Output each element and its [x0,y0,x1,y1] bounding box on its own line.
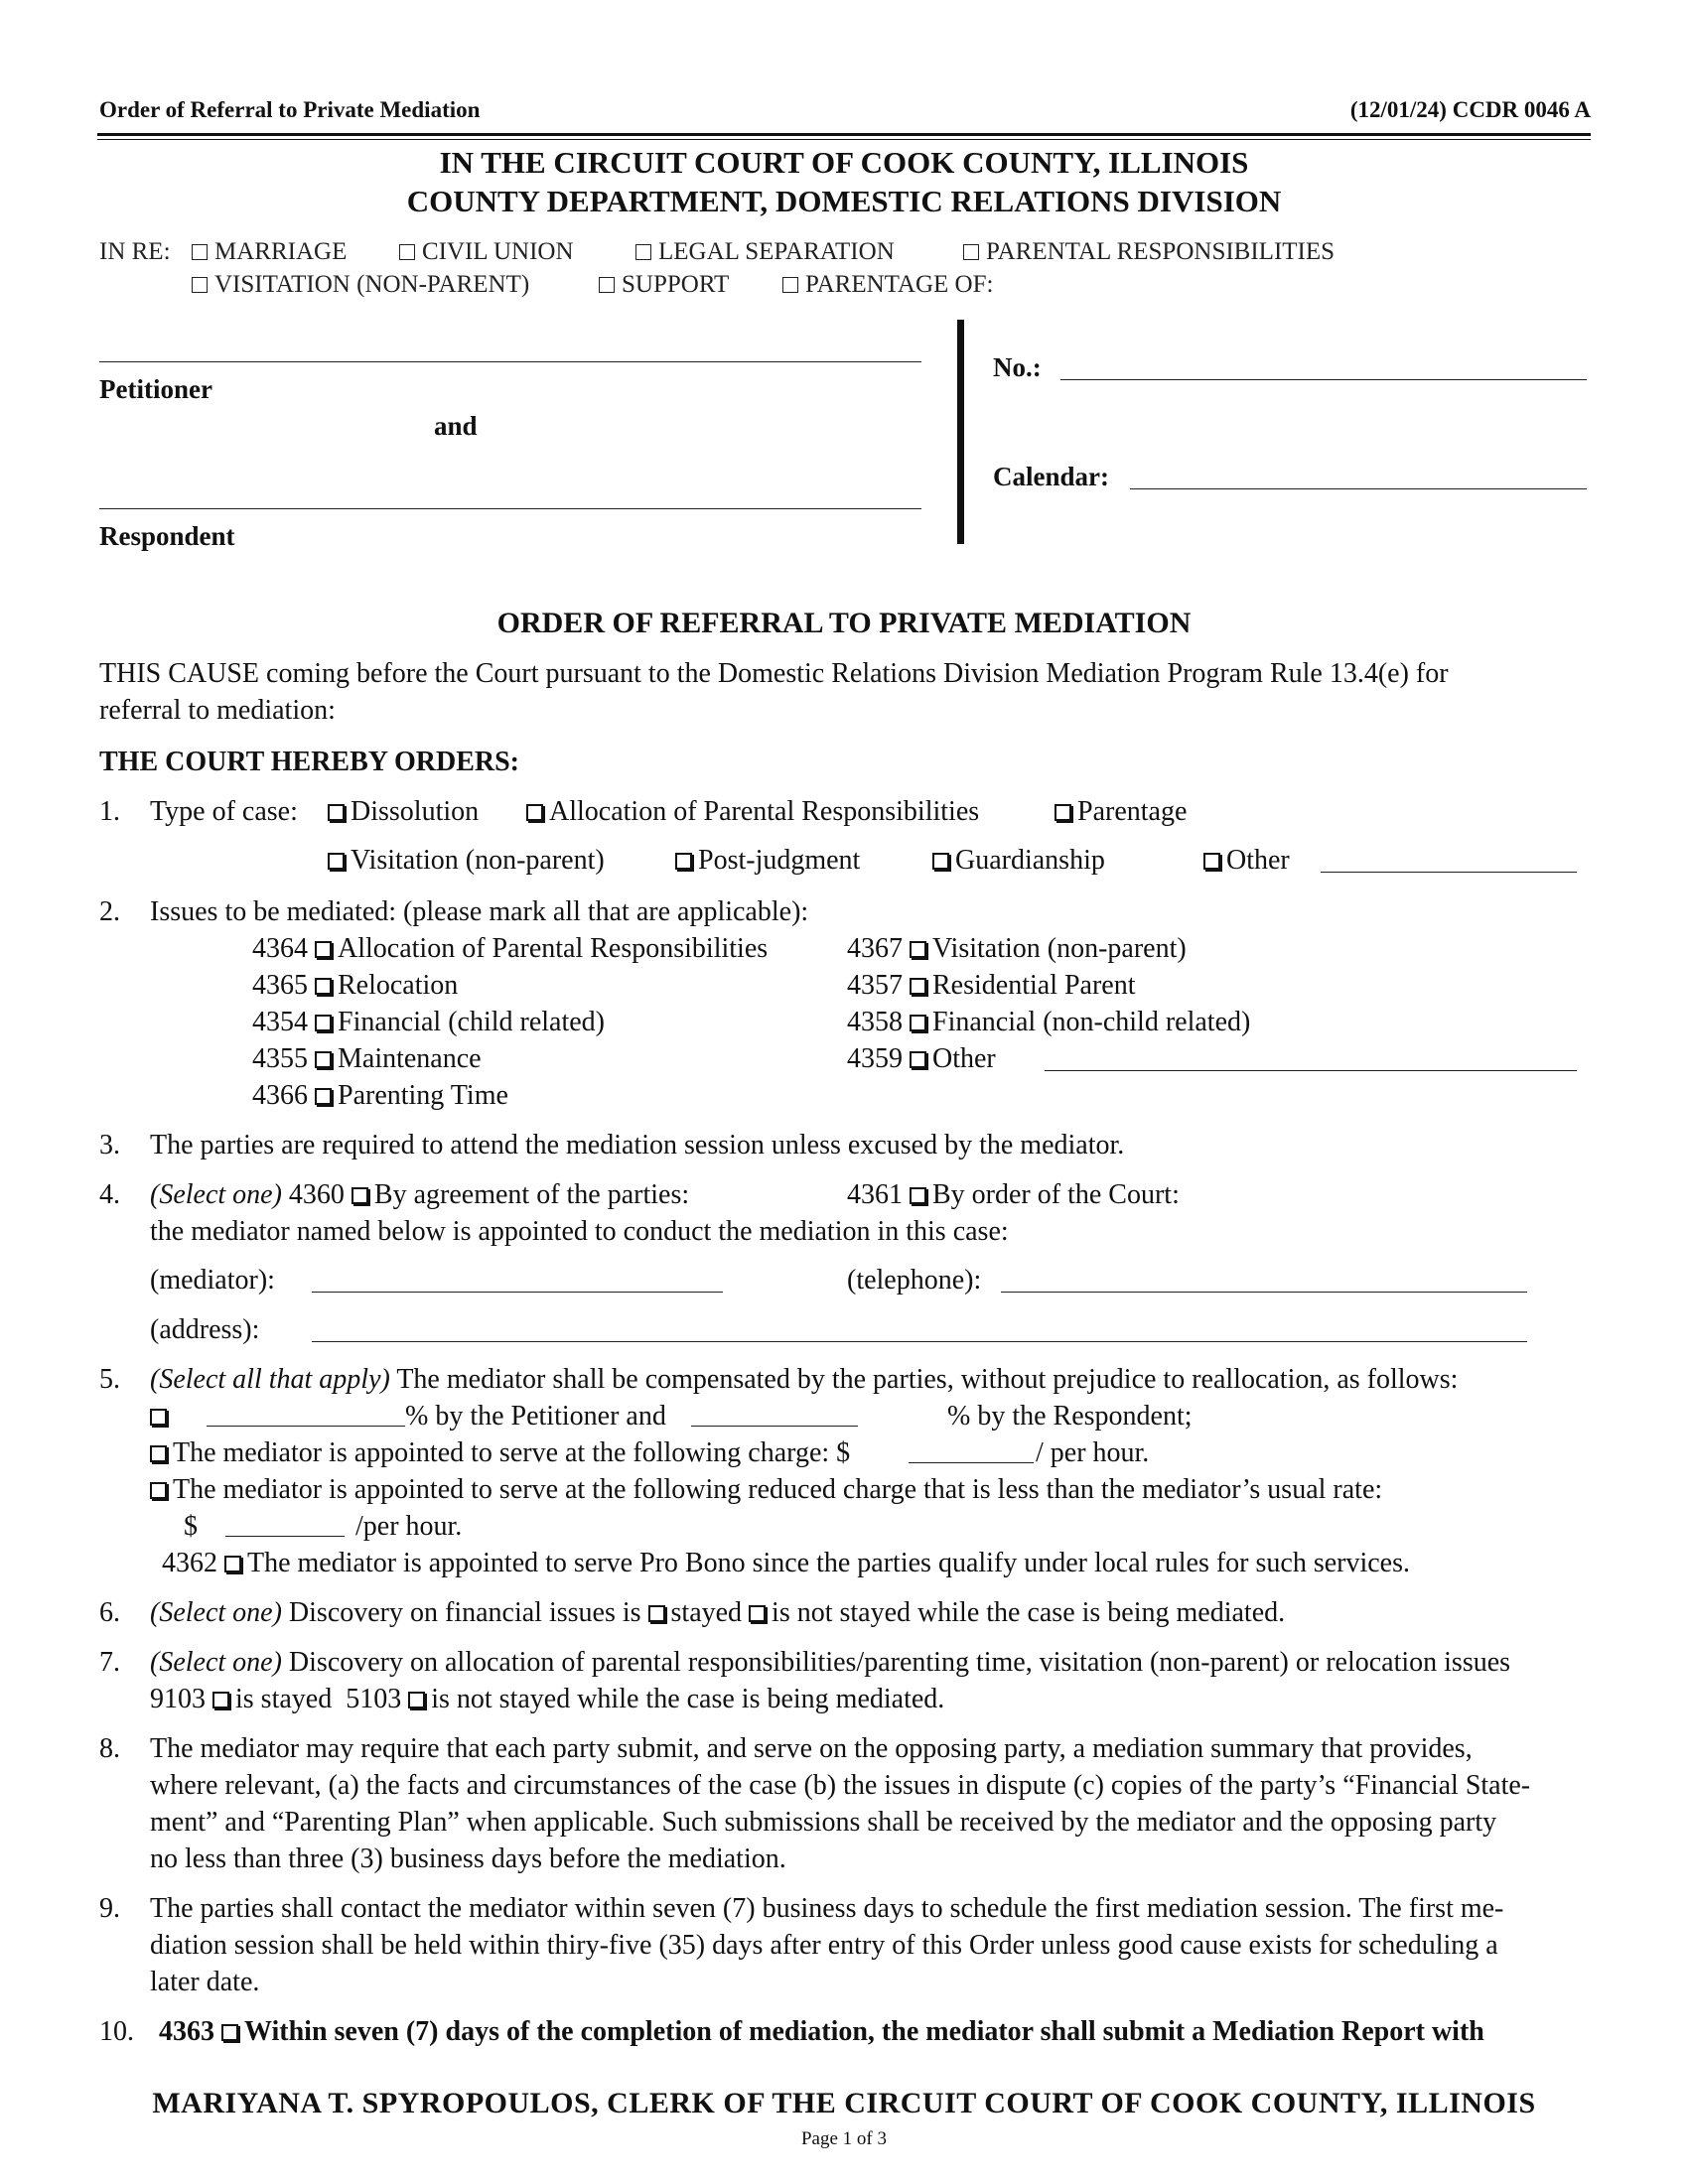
order-title: ORDER OF REFERRAL TO PRIVATE MEDIATION [496,607,1192,639]
issue-4357[interactable]: 4357 Residential Parent [847,970,1136,1001]
checkbox[interactable] [315,941,332,958]
dollar-sign: $ [184,1511,198,1542]
in-re-label: IN RE: [99,238,171,265]
intro-line-1: THIS CAUSE coming before the Court pursuant to the Domestic Relations Division Mediation Program Rule 13.4(e) for [99,658,1449,689]
issue-4366[interactable]: 4366 Parenting Time [252,1080,508,1111]
case-number-label: No.: [993,352,1042,382]
checkbox[interactable] [910,1187,926,1204]
item-number: 2. [99,896,120,927]
header-rule-thin [97,139,1591,140]
intro-line-2: referral to mediation: [99,695,336,726]
checkbox[interactable] [526,804,543,821]
issue-4359[interactable]: 4359 Other [847,1043,996,1074]
issue-4355[interactable]: 4355 Maintenance [252,1043,482,1074]
checkbox[interactable] [192,244,208,260]
reduced-charge-field[interactable] [225,1536,345,1537]
case-type-other[interactable]: Other [1203,845,1290,877]
mediator-selection-a[interactable]: (Select one) 4360 By agreement of the parties: [150,1179,690,1210]
checkbox[interactable] [192,277,208,293]
case-type-visitation[interactable]: Visitation (non-parent) [328,845,605,877]
address-label: (address): [150,1314,260,1345]
mediation-report-option[interactable]: 4363 Within seven (7) days of the completion of mediation, the mediator shall submit a Mediation Report with [159,2016,1484,2047]
mediator-name-field[interactable] [312,1292,723,1293]
orders-heading: THE COURT HEREBY ORDERS: [99,747,519,777]
case-type-other-field[interactable] [1321,872,1577,873]
checkbox[interactable] [352,1187,368,1204]
in-re-option-civil-union[interactable]: CIVIL UNION [399,238,574,266]
petitioner-name-field[interactable] [99,361,921,362]
in-re-option-marriage[interactable]: MARRIAGE [192,238,347,266]
checkbox[interactable] [315,1088,332,1105]
schedule-line-1: The parties shall contact the mediator within seven (7) business days to schedule the first mediation session. The first me- [150,1893,1504,1924]
in-re-option-parentage[interactable]: PARENTAGE OF: [782,271,993,299]
in-re-option-legal-separation[interactable]: LEGAL SEPARATION [635,238,895,266]
issue-4358[interactable]: 4358 Financial (non-child related) [847,1007,1251,1037]
page-number: Page 1 of 3 [800,2128,887,2149]
checkbox[interactable] [932,853,949,870]
case-type-guardianship[interactable]: Guardianship [932,845,1105,877]
item-number: 3. [99,1130,120,1160]
reduced-charge-option[interactable]: The mediator is appointed to serve at the following reduced charge that is less than the mediator’s usual rate: [150,1474,1382,1506]
petitioner-percent-field[interactable] [207,1426,405,1427]
checkbox[interactable] [910,941,926,958]
checkbox[interactable] [315,978,332,995]
in-re-option-visitation[interactable]: VISITATION (NON-PARENT) [192,271,529,299]
hourly-charge-field[interactable] [909,1462,1034,1463]
compensation-percent-option[interactable] [150,1401,173,1433]
case-type-dissolution[interactable]: Dissolution [328,796,479,828]
item-number: 4. [99,1179,120,1210]
petitioner-percent-label: % by the Petitioner and [405,1401,666,1432]
checkbox[interactable] [749,1605,766,1622]
case-type-allocation[interactable]: Allocation of Parental Responsibilities [526,796,979,828]
summary-line-4: no less than three (3) business days before the mediation. [150,1843,786,1874]
compensation-lead: (Select all that apply) The mediator shall be compensated by the parties, without prejudice to reallocation, as follows: [150,1364,1459,1395]
checkbox[interactable] [150,1445,167,1462]
calendar-label: Calendar: [993,462,1109,491]
parental-discovery-text: (Select one) Discovery on allocation of parental responsibilities/parenting time, visitation (non-parent) or relocation issues [150,1647,1511,1678]
checkbox[interactable] [910,1015,926,1031]
mediator-appointed-text: the mediator named below is appointed to conduct the mediation in this case: [150,1216,1009,1247]
checkbox[interactable] [328,804,345,821]
checkbox[interactable] [782,277,798,293]
checkbox[interactable] [1055,804,1071,821]
petitioner-label: Petitioner [99,374,212,404]
per-hour-label: / per hour. [1036,1437,1150,1468]
checkbox[interactable] [648,1605,665,1622]
calendar-field[interactable] [1130,488,1587,489]
checkbox[interactable] [963,244,979,260]
item-number: 5. [99,1364,120,1395]
item-number: 1. [99,796,120,827]
form-code: (12/01/24) CCDR 0046 A [1349,97,1591,122]
header-rule [97,133,1591,136]
telephone-field[interactable] [1001,1292,1527,1293]
attendance-text: The parties are required to attend the mediation session unless excused by the mediator. [150,1130,1125,1160]
checkbox[interactable] [408,1692,425,1708]
respondent-percent-label: % by the Respondent; [947,1401,1193,1432]
telephone-label: (telephone): [847,1265,982,1296]
checkbox[interactable] [635,244,651,260]
checkbox[interactable] [910,1051,926,1068]
caption-divider [957,320,964,544]
pro-bono-option[interactable]: 4362 The mediator is appointed to serve Pro Bono since the parties qualify under local rules for such services. [162,1548,1410,1578]
summary-line-2: where relevant, (a) the facts and circumstances of the case (b) the issues in dispute (c) copies of the party’s “Financial State- [150,1770,1531,1801]
parental-discovery-options[interactable]: 9103 is stayed 5103 is not stayed while the case is being mediated. [150,1684,945,1714]
financial-discovery-option[interactable]: (Select one) Discovery on financial issues is stayed is not stayed while the case is being mediated. [150,1597,1286,1628]
summary-line-1: The mediator may require that each party submit, and serve on the opposing party, a mediation summary that provides, [150,1733,1473,1764]
mediator-label: (mediator): [150,1265,275,1296]
in-re-option-parental-responsibilities[interactable]: PARENTAL RESPONSIBILITIES [963,238,1335,266]
checkbox[interactable] [221,2024,238,2041]
case-number-field[interactable] [1060,379,1587,380]
court-department: COUNTY DEPARTMENT, DOMESTIC RELATIONS DIVISION [406,184,1282,218]
checkbox[interactable] [328,853,345,870]
issue-other-field[interactable] [1045,1070,1577,1071]
checkbox[interactable] [150,1482,167,1499]
checkbox[interactable] [150,1409,167,1426]
issue-4364[interactable]: 4364 Allocation of Parental Responsibilities [252,933,769,964]
item-number: 8. [99,1733,120,1764]
issues-label: Issues to be mediated: (please mark all that are applicable): [150,896,809,927]
item-number: 9. [99,1893,120,1924]
in-re-option-support[interactable]: SUPPORT [599,271,729,299]
respondent-name-field[interactable] [99,508,921,509]
checkbox[interactable] [910,978,926,995]
form-title: Order of Referral to Private Mediation [99,97,481,122]
issue-4365[interactable]: 4365 Relocation [252,970,459,1001]
charge-option[interactable]: The mediator is appointed to serve at the following charge: $ [150,1437,850,1469]
case-type-parentage[interactable]: Parentage [1055,796,1187,828]
issue-4367[interactable]: 4367 Visitation (non-parent) [847,933,1187,964]
schedule-line-2: diation session shall be held within thiry-five (35) days after entry of this Order unless good cause exists for scheduling a [150,1930,1498,1961]
respondent-label: Respondent [99,521,235,551]
checkbox[interactable] [315,1051,332,1068]
checkbox[interactable] [675,853,692,870]
checkbox[interactable] [599,277,615,293]
issue-4354[interactable]: 4354 Financial (child related) [252,1007,605,1037]
checkbox[interactable] [1203,853,1220,870]
item-number: 6. [99,1597,120,1628]
schedule-line-3: later date. [150,1967,260,1997]
checkbox[interactable] [224,1556,241,1572]
per-hour-label-2: /per hour. [355,1511,463,1542]
checkbox[interactable] [315,1015,332,1031]
mediator-selection-b[interactable]: 4361 By order of the Court: [847,1179,1180,1210]
item-number: 10. [99,2016,134,2047]
type-of-case-label: Type of case: [150,796,298,827]
item-number: 7. [99,1647,120,1678]
summary-line-3: ment” and “Parenting Plan” when applicable. Such submissions shall be received by the mediator and the opposing party [150,1807,1497,1838]
respondent-percent-field[interactable] [691,1426,858,1427]
and-label: and [434,411,478,441]
court-name: IN THE CIRCUIT COURT OF COOK COUNTY, ILLINOIS [439,145,1249,180]
clerk-footer: MARIYANA T. SPYROPOULOS, CLERK OF THE CIRCUIT COURT OF COOK COUNTY, ILLINOIS [152,2087,1536,2119]
checkbox[interactable] [399,244,415,260]
case-type-post-judgment[interactable]: Post-judgment [675,845,860,877]
address-field[interactable] [312,1341,1527,1342]
checkbox[interactable] [212,1692,229,1708]
